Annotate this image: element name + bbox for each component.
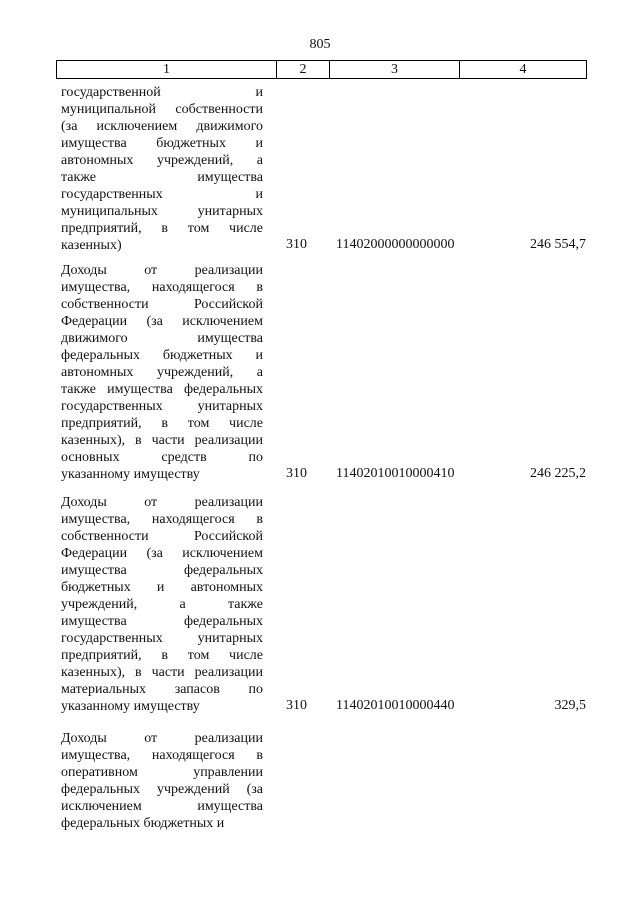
income-description [61,730,263,832]
description-line: автономных учреждений, а [61,365,263,380]
description-line: автономных учреждений, а [61,153,263,168]
description-line: предприятий, в том числе [61,221,263,236]
description-line: исключением имущества [61,799,263,814]
budget-classification-code: 11402000000000000 [336,237,455,252]
description-line: также имущества федеральных [61,382,263,397]
income-description [61,84,263,254]
header-col-2: 2 [277,61,330,78]
income-description [61,494,263,715]
description-line: государственных и [61,187,263,202]
description-line: федеральных бюджетных и [61,816,225,831]
amount-value: 246 225,2 [530,466,586,481]
budget-classification-code: 11402010010000440 [336,698,455,713]
description-line: государственных унитарных [61,631,263,646]
page-number: 805 [309,37,331,52]
description-line: движимого имущества [61,331,263,346]
description-line: муниципальной собственности [61,102,263,117]
budget-classification-code: 11402010010000410 [336,466,455,481]
description-line: казенных), в части реализации [61,433,263,448]
description-line: предприятий, в том числе [61,648,263,663]
description-line: Доходы от реализации [61,495,263,510]
description-line: (за исключением движимого [61,119,263,134]
description-line: предприятий, в том числе [61,416,263,431]
description-line: Доходы от реализации [61,731,263,746]
description-line: имущества, находящегося в [61,512,263,527]
description-line: собственности Российской [61,529,263,544]
amount-value: 329,5 [554,698,586,713]
description-line: казенных), в части реализации [61,665,263,680]
description-line: бюджетных и автономных [61,580,263,595]
description-line: Федерации (за исключением [61,546,263,561]
description-line: имущества, находящегося в [61,748,263,763]
description-line: также имущества [61,170,263,185]
description-line: имущества, находящегося в [61,280,263,295]
description-line: муниципальных унитарных [61,204,263,219]
table-header [56,60,587,79]
description-line: указанному имуществу [61,467,200,482]
header-col-1: 1 [57,61,277,78]
header-col-4: 4 [519,62,527,77]
description-line: федеральных учреждений (за [61,782,263,797]
admin-code: 310 [286,237,307,252]
description-line: Доходы от реализации [61,263,263,278]
description-line: оперативном управлении [61,765,263,780]
amount-value: 246 554,7 [530,237,586,252]
header-col-3: 3 [330,61,460,78]
admin-code: 310 [286,698,307,713]
description-line: казенных) [61,238,122,253]
description-line: государственных унитарных [61,399,263,414]
description-line: материальных запасов по [61,682,263,697]
description-line: государственной и [61,85,263,100]
admin-code: 310 [286,466,307,481]
description-line: учреждений, а также [61,597,263,612]
description-line: имущества федеральных [61,614,263,629]
description-line: основных средств по [61,450,263,465]
description-line: указанному имуществу [61,699,200,714]
description-line: имущества бюджетных и [61,136,263,151]
description-line: собственности Российской [61,297,263,312]
income-description [61,262,263,483]
description-line: Федерации (за исключением [61,314,263,329]
description-line: федеральных бюджетных и [61,348,263,363]
description-line: имущества федеральных [61,563,263,578]
